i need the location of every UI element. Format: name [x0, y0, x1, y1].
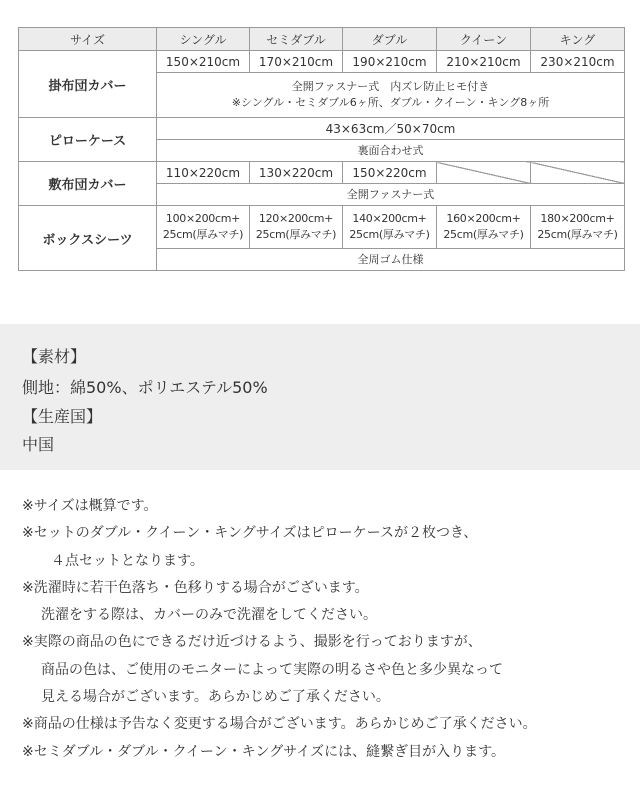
table-row: [19, 51, 625, 73]
table-row: [19, 162, 625, 184]
row-label-kakebuton: 掛布団カバー: [19, 51, 157, 118]
table-cell: 170×210cm: [250, 51, 343, 73]
table-cell: 150×220cm: [343, 162, 437, 184]
note-line: ４点セットとなります。: [51, 552, 204, 569]
header-king: キング: [531, 28, 625, 51]
table-header-row: [19, 28, 625, 51]
box-size-line1: 140×200cm+: [352, 212, 427, 225]
box-size-line2: 25cm(厚みマチ): [443, 228, 524, 241]
note-line: ※洗濯時に若干色落ち・色移りする場合がございます。: [22, 579, 369, 596]
box-size-line2: 25cm(厚みマチ): [537, 228, 618, 241]
table-cell: 230×210cm: [531, 51, 625, 73]
row-label-box-sheets: ボックスシーツ: [19, 206, 157, 271]
note-line: ※セットのダブル・クイーン・キングサイズはピローケースが２枚つき、: [22, 525, 478, 542]
box-size-line2: 25cm(厚みマチ): [162, 228, 244, 241]
material-body: 側地：綿50%、ポリエステル50%: [22, 378, 268, 397]
box-size-line1: 160×200cm+: [446, 212, 521, 225]
table-cell: 130×220cm: [250, 162, 343, 184]
shikibuton-note: 全開ファスナー式: [157, 184, 625, 206]
pillow-note: 裏面合わせ式: [157, 140, 625, 162]
size-table: [18, 27, 625, 271]
header-size: サイズ: [19, 28, 157, 51]
not-available-cell: [531, 162, 625, 184]
note-line: ※セミダブル・ダブル・クイーン・キングサイズには、縫繋ぎ目が入ります。: [22, 743, 505, 760]
kakebuton-note-line2: ※シングル・セミダブル6ヶ所、ダブル・クイーン・キング8ヶ所: [231, 96, 550, 109]
table-cell: [343, 206, 437, 249]
box-size-line1: 180×200cm+: [540, 212, 615, 225]
note-line: ※サイズは概算です。: [22, 498, 158, 514]
box-size-line1: 100×200cm+: [165, 212, 241, 225]
table-cell: [531, 206, 625, 249]
row-label-pillow: ピローケース: [19, 118, 157, 162]
origin-body: 中国: [22, 435, 55, 454]
kakebuton-note-line1: 全開ファスナー式 内ズレ防止ヒモ付き: [291, 80, 490, 93]
header-single: シングル: [157, 28, 250, 51]
table-cell: 190×210cm: [343, 51, 437, 73]
kakebuton-note: [157, 73, 625, 118]
note-line: ※商品の仕様は予告なく変更する場合がございます。あらかじめご了承ください。: [22, 716, 537, 733]
origin-heading: 【生産国】: [22, 407, 103, 426]
table-cell: [250, 206, 343, 249]
note-line: ※実際の商品の色にできるだけ近づけるよう、撮影を行っておりますが、: [22, 634, 482, 651]
table-cell: 110×220cm: [157, 162, 250, 184]
table-row: [19, 206, 625, 249]
not-available-cell: [437, 162, 531, 184]
note-line: 洗濯をする際は、カバーのみで洗濯をしてください。: [41, 607, 377, 624]
material-section: [0, 324, 640, 470]
notes-section: [22, 493, 632, 766]
box-note: 全周ゴム仕様: [157, 249, 625, 271]
material-heading: 【素材】: [22, 347, 87, 366]
table-cell: 150×210cm: [157, 51, 250, 73]
table-cell: [157, 206, 250, 249]
note-line: 見える場合がございます。あらかじめご了承ください。: [41, 689, 390, 706]
table-row: [19, 118, 625, 140]
box-size-line2: 25cm(厚みマチ): [255, 228, 337, 241]
note-line: 商品の色は、ご使用のモニターによって実際の明るさや色と多少異なって: [41, 661, 503, 678]
pillow-size: 43×63cm／50×70cm: [157, 118, 625, 140]
row-label-shikibuton: 敷布団カバー: [19, 162, 157, 206]
header-queen: クイーン: [437, 28, 531, 51]
table-cell: 210×210cm: [437, 51, 531, 73]
header-semi-double: セミダブル: [250, 28, 343, 51]
box-size-line2: 25cm(厚みマチ): [349, 228, 430, 241]
box-size-line1: 120×200cm+: [258, 212, 334, 225]
table-cell: [437, 206, 531, 249]
header-double: ダブル: [343, 28, 437, 51]
